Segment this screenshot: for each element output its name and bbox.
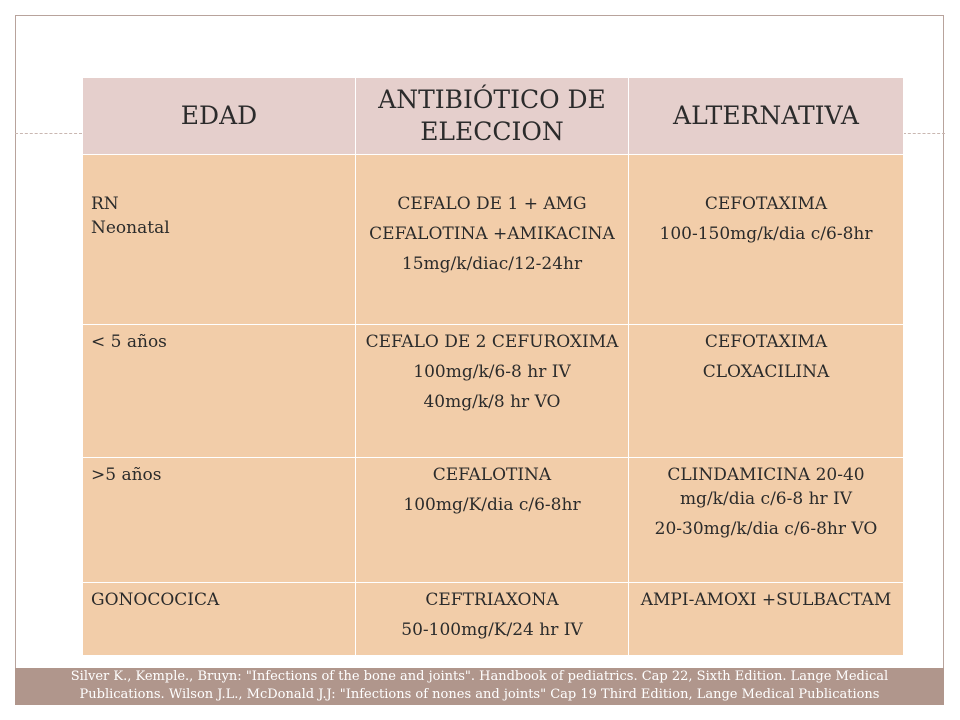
antibiotic-text: CEFALO DE 1 + AMG	[397, 194, 587, 214]
antibiotic-text: 50-100mg/K/24 hr IV	[401, 619, 583, 640]
antibiotic-text: CEFTRIAXONA	[425, 590, 559, 610]
antibiotic-text: CEFALOTINA +AMIKACINA	[369, 223, 615, 244]
alternative-cell	[629, 458, 904, 583]
table-header-row	[83, 78, 904, 155]
antibiotic-text: CEFALO DE 2 CEFUROXIMA	[365, 332, 619, 352]
antibiotic-table	[82, 77, 904, 656]
table-row	[83, 155, 904, 325]
antibiotic-text: 100mg/K/dia c/6-8hr	[403, 494, 581, 515]
alternative-text: 20-30mg/k/dia c/6-8hr VO	[654, 518, 878, 539]
antibiotic-text: CEFALOTINA	[432, 465, 552, 485]
alternative-text: 100-150mg/k/dia c/6-8hr	[659, 223, 873, 244]
age-text: RN	[91, 194, 119, 214]
alternative-cell	[629, 325, 904, 458]
alternative-text: CLOXACILINA	[702, 361, 830, 382]
age-cell	[83, 583, 356, 656]
antibiotic-cell	[356, 583, 629, 656]
table-row	[83, 325, 904, 458]
antibiotic-text: 15mg/k/diac/12-24hr	[401, 253, 583, 274]
antibiotic-cell	[356, 458, 629, 583]
age-cell	[83, 155, 356, 325]
header-edad: EDAD	[83, 78, 356, 155]
header-antibiotico: ANTIBIÓTICO DE ELECCION	[356, 78, 629, 155]
antibiotic-text: 100mg/k/6-8 hr IV	[413, 361, 571, 382]
alternative-cell	[629, 583, 904, 656]
age-text: >5 años	[91, 465, 162, 485]
header-alternativa: ALTERNATIVA	[629, 78, 904, 155]
alternative-cell	[629, 155, 904, 325]
alternative-text: CLINDAMICINA 20-40 mg/k/dia c/6-8 hr IV	[667, 465, 865, 509]
citation-footer	[15, 668, 944, 705]
age-text: < 5 años	[91, 332, 167, 352]
antibiotic-text: 40mg/k/8 hr VO	[423, 391, 561, 412]
age-text: Neonatal	[91, 217, 170, 238]
alternative-text: CEFOTAXIMA	[704, 332, 828, 352]
alternative-text: CEFOTAXIMA	[704, 194, 828, 214]
age-cell	[83, 458, 356, 583]
table-row	[83, 458, 904, 583]
divider-line-right	[903, 133, 945, 134]
age-cell	[83, 325, 356, 458]
age-text: GONOCOCICA	[91, 590, 220, 610]
citation-line-2: Publications. Wilson J.L., McDonald J.J: "Infections of nones and joints" Cap 19 Third Edition, Lange Medical Publications	[79, 687, 880, 702]
divider-line-left	[15, 133, 82, 134]
alternative-text: AMPI-AMOXI +SULBACTAM	[640, 590, 892, 610]
antibiotic-cell	[356, 325, 629, 458]
antibiotic-cell	[356, 155, 629, 325]
citation-line-1: Silver K., Kemple., Bruyn: "Infections of the bone and joints". Handbook of pediatrics. Cap 22, Sixth Edition. Lange Medical	[70, 669, 889, 684]
table-row	[83, 583, 904, 656]
